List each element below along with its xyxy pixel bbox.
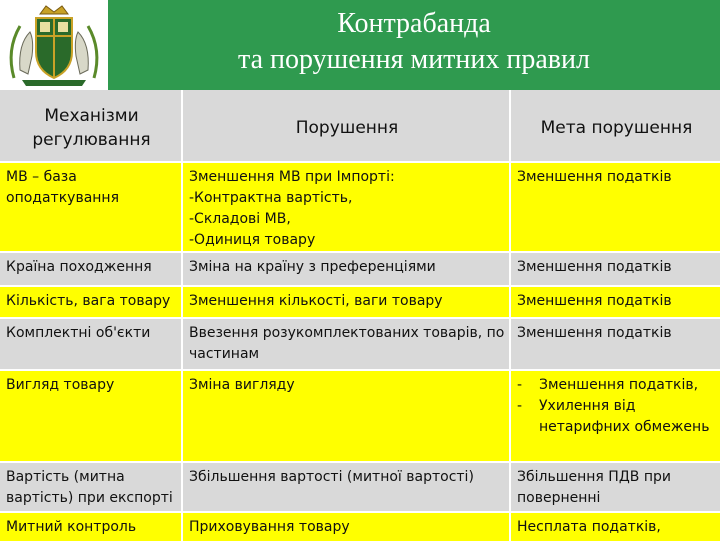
- header-goal: Мета порушення: [510, 90, 720, 162]
- cell-violation: Зміна на країну з преференціями: [182, 252, 510, 286]
- header-mechanism: Механізми регулювання: [0, 90, 182, 162]
- table-header-row: [0, 90, 720, 162]
- cell-mechanism: Комплектні об'єкти: [0, 318, 182, 370]
- cell-violation: Зменшення кількості, ваги товару: [182, 286, 510, 318]
- header-violation: Порушення: [182, 90, 510, 162]
- title-line-2: та порушення митних правил: [238, 44, 590, 75]
- violations-table: [0, 90, 720, 543]
- table-row: [0, 252, 720, 286]
- table-row: [0, 462, 720, 512]
- cell-violation: Зміна вигляду: [182, 370, 510, 462]
- cell-goal: Зменшення податків: [510, 162, 720, 252]
- title-line-1: Контрабанда: [337, 8, 491, 39]
- cell-violation: Ввезення розукомплектованих товарів, по частинам: [182, 318, 510, 370]
- goal-bullet: - Зменшення податків,: [517, 375, 716, 396]
- cell-goal: [510, 370, 720, 462]
- cell-goal: Несплата податків,: [510, 512, 720, 542]
- table-row: [0, 370, 720, 462]
- violation-line: Зменшення МВ при Імпорті:: [189, 169, 395, 185]
- cell-goal: Зменшення податків: [510, 318, 720, 370]
- cell-violation: [182, 162, 510, 252]
- table-row: [0, 286, 720, 318]
- cell-mechanism: Вигляд товару: [0, 370, 182, 462]
- slide-title: [108, 6, 720, 78]
- slide-header: [0, 0, 720, 90]
- cell-violation: Приховування товару: [182, 512, 510, 542]
- violation-line: -Одиниця товару: [189, 232, 316, 248]
- table-row: [0, 162, 720, 252]
- cell-mechanism: Вартість (митна вартість) при експорті: [0, 462, 182, 512]
- table-row: [0, 318, 720, 370]
- violation-line: -Складові МВ,: [189, 211, 291, 227]
- cell-goal: Збільшення ПДВ при поверненні: [510, 462, 720, 512]
- cell-mechanism: Країна походження: [0, 252, 182, 286]
- goal-bullet: - Ухилення від нетарифних обмежень: [517, 396, 716, 438]
- cell-goal: Зменшення податків: [510, 252, 720, 286]
- cell-violation: Збільшення вартості (митної вартості): [182, 462, 510, 512]
- cell-goal: Зменшення податків: [510, 286, 720, 318]
- goal-bullet-list: [517, 375, 716, 438]
- coat-of-arms-logo: [0, 0, 108, 90]
- violation-line: -Контрактна вартість,: [189, 190, 353, 206]
- cell-mechanism: Митний контроль: [0, 512, 182, 542]
- table-row: [0, 512, 720, 542]
- cell-mechanism: МВ – база оподаткування: [0, 162, 182, 252]
- cell-mechanism: Кількість, вага товару: [0, 286, 182, 318]
